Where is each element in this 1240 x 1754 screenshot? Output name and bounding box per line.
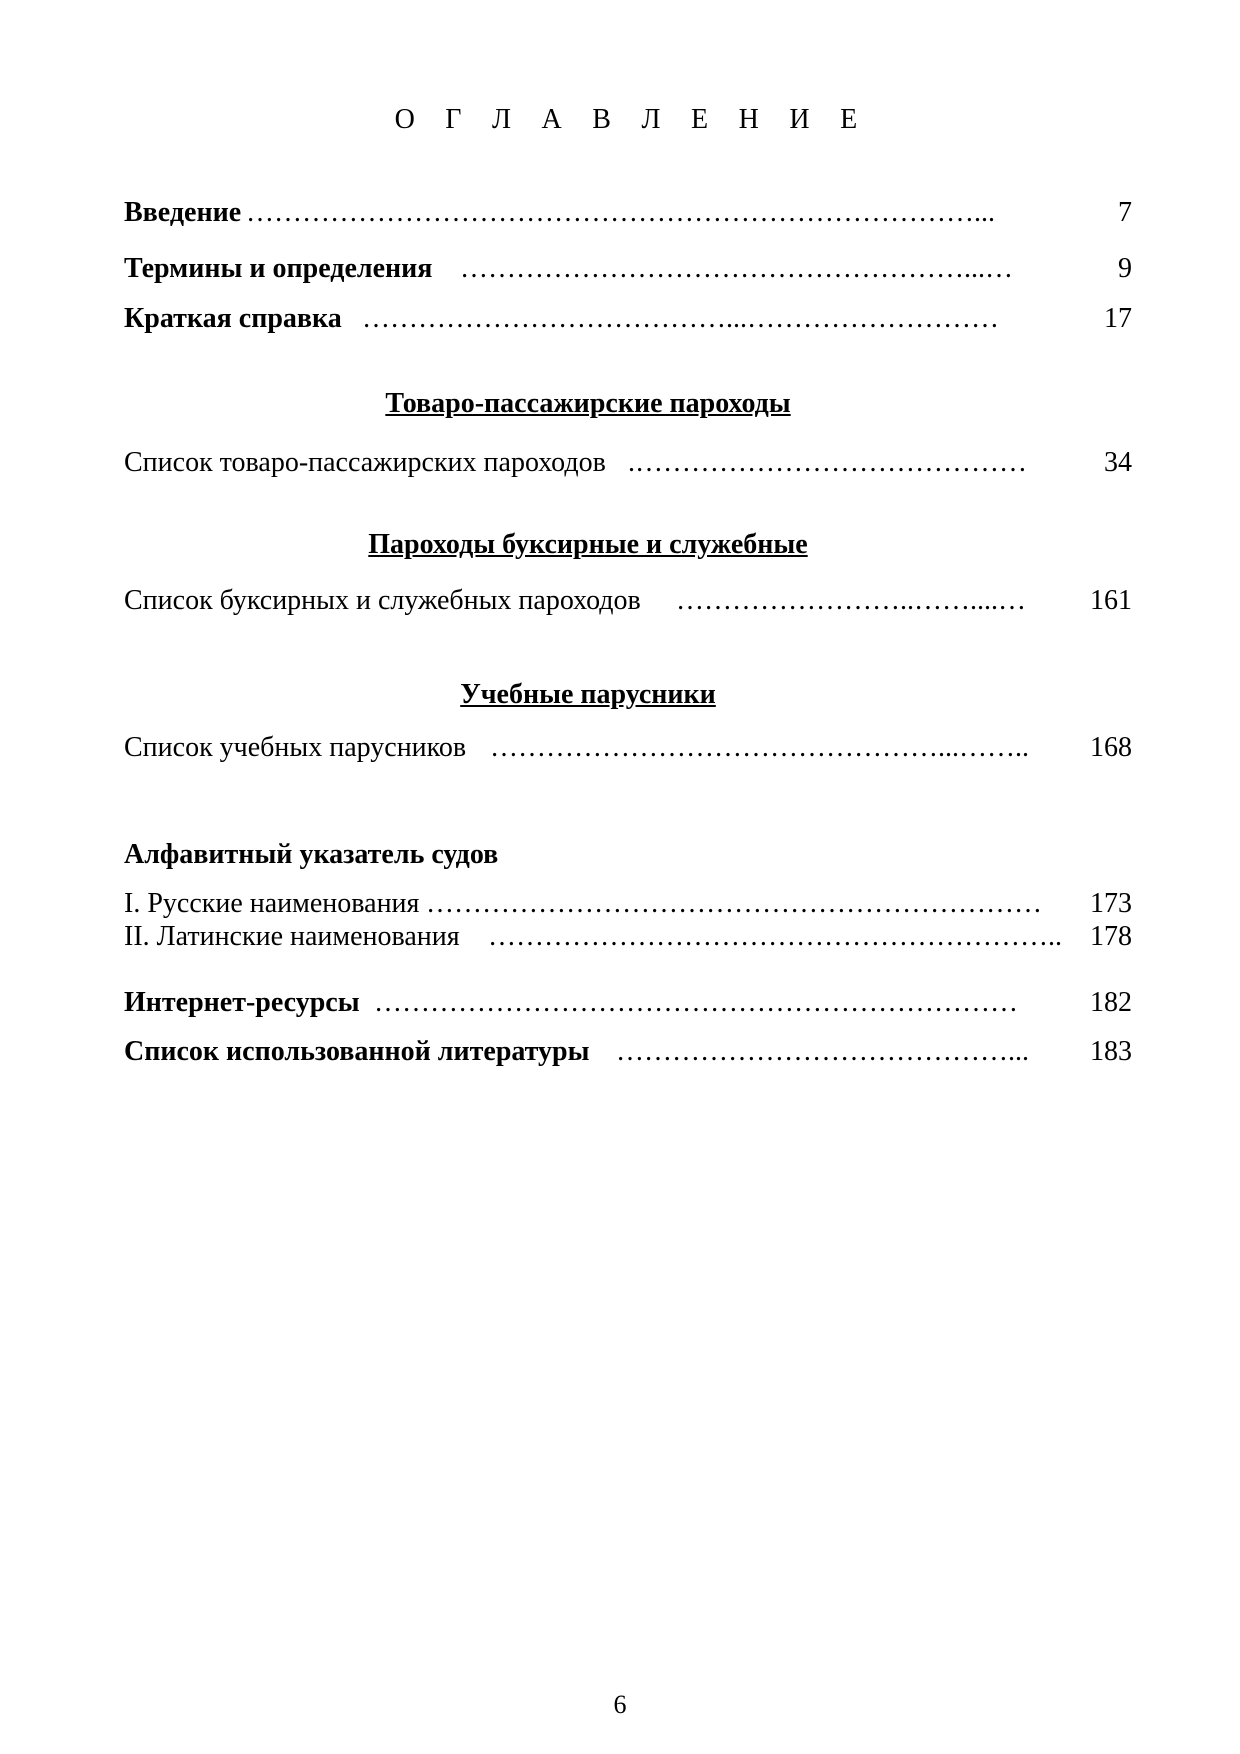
toc-leader: ……………………………………………………………………... — [246, 197, 995, 228]
toc-entry-internet[interactable] — [124, 986, 1132, 1020]
section-heading-index: Алфавитный указатель судов — [124, 839, 499, 870]
toc-page-number: 7 — [1118, 197, 1132, 228]
section-heading-sailing: Учебные парусники — [460, 679, 716, 710]
toc-entry-sail-list[interactable] — [124, 731, 1132, 765]
toc-entry-passenger-list[interactable] — [124, 446, 1132, 480]
page-title: О Г Л А В Л Е Н И Е — [394, 104, 869, 135]
toc-leader: ………………………………………………………… — [426, 888, 1042, 919]
toc-page-number: 178 — [1090, 921, 1132, 952]
toc-entry-label: Список буксирных и служебных пароходов — [124, 585, 641, 616]
toc-page-number: 173 — [1090, 888, 1132, 919]
section-heading-tugs: Пароходы буксирные и служебные — [368, 529, 808, 560]
toc-page-number: 161 — [1090, 585, 1132, 616]
toc-page-number: 182 — [1090, 987, 1132, 1018]
toc-entry-summary[interactable] — [124, 302, 1132, 336]
toc-entry-label: Список учебных парусников — [124, 732, 467, 763]
toc-leader: …………………………………...……………………… — [362, 303, 999, 334]
toc-leader: .…………………………………… — [628, 447, 1027, 478]
toc-leader: …………………………………………...…….. — [490, 732, 1029, 763]
toc-entry-literature[interactable] — [124, 1035, 1132, 1069]
toc-page-number: 17 — [1104, 303, 1132, 334]
toc-leader: ……………………………………... — [616, 1036, 1029, 1067]
toc-entry-terms[interactable] — [124, 252, 1132, 286]
toc-entry-label: Список использованной литературы — [124, 1036, 590, 1067]
toc-entry-label: Интернет-ресурсы — [124, 987, 360, 1018]
toc-entry-intro[interactable] — [124, 196, 1132, 230]
toc-page-number: 9 — [1118, 253, 1132, 284]
toc-page-number: 34 — [1104, 447, 1132, 478]
section-heading-passenger: Товаро-пассажирские пароходы — [385, 388, 791, 419]
toc-entry-label: Список товаро-пассажирских пароходов — [124, 447, 606, 478]
toc-entry-label: Краткая справка — [124, 303, 342, 334]
toc-entry-latin-names[interactable] — [124, 920, 1132, 954]
toc-entry-tug-list[interactable] — [124, 584, 1132, 618]
toc-leader: …………………………………………………….. — [488, 921, 1062, 952]
toc-entry-label: Термины и определения — [124, 253, 433, 284]
toc-entry-russian-names[interactable] — [124, 887, 1132, 921]
toc-leader: ……………………..……....… — [676, 585, 1026, 616]
toc-leader: …………………………………………………………… — [374, 987, 1018, 1018]
toc-entry-label: Введение — [124, 197, 242, 228]
toc-entry-label: I. Русские наименования — [124, 888, 420, 919]
toc-entry-label: II. Латинские наименования — [124, 921, 460, 952]
toc-leader: ………………………………………………...… — [460, 253, 1013, 284]
toc-page-number: 183 — [1090, 1036, 1132, 1067]
toc-page-number: 168 — [1090, 732, 1132, 763]
page-number: 6 — [613, 1690, 627, 1719]
